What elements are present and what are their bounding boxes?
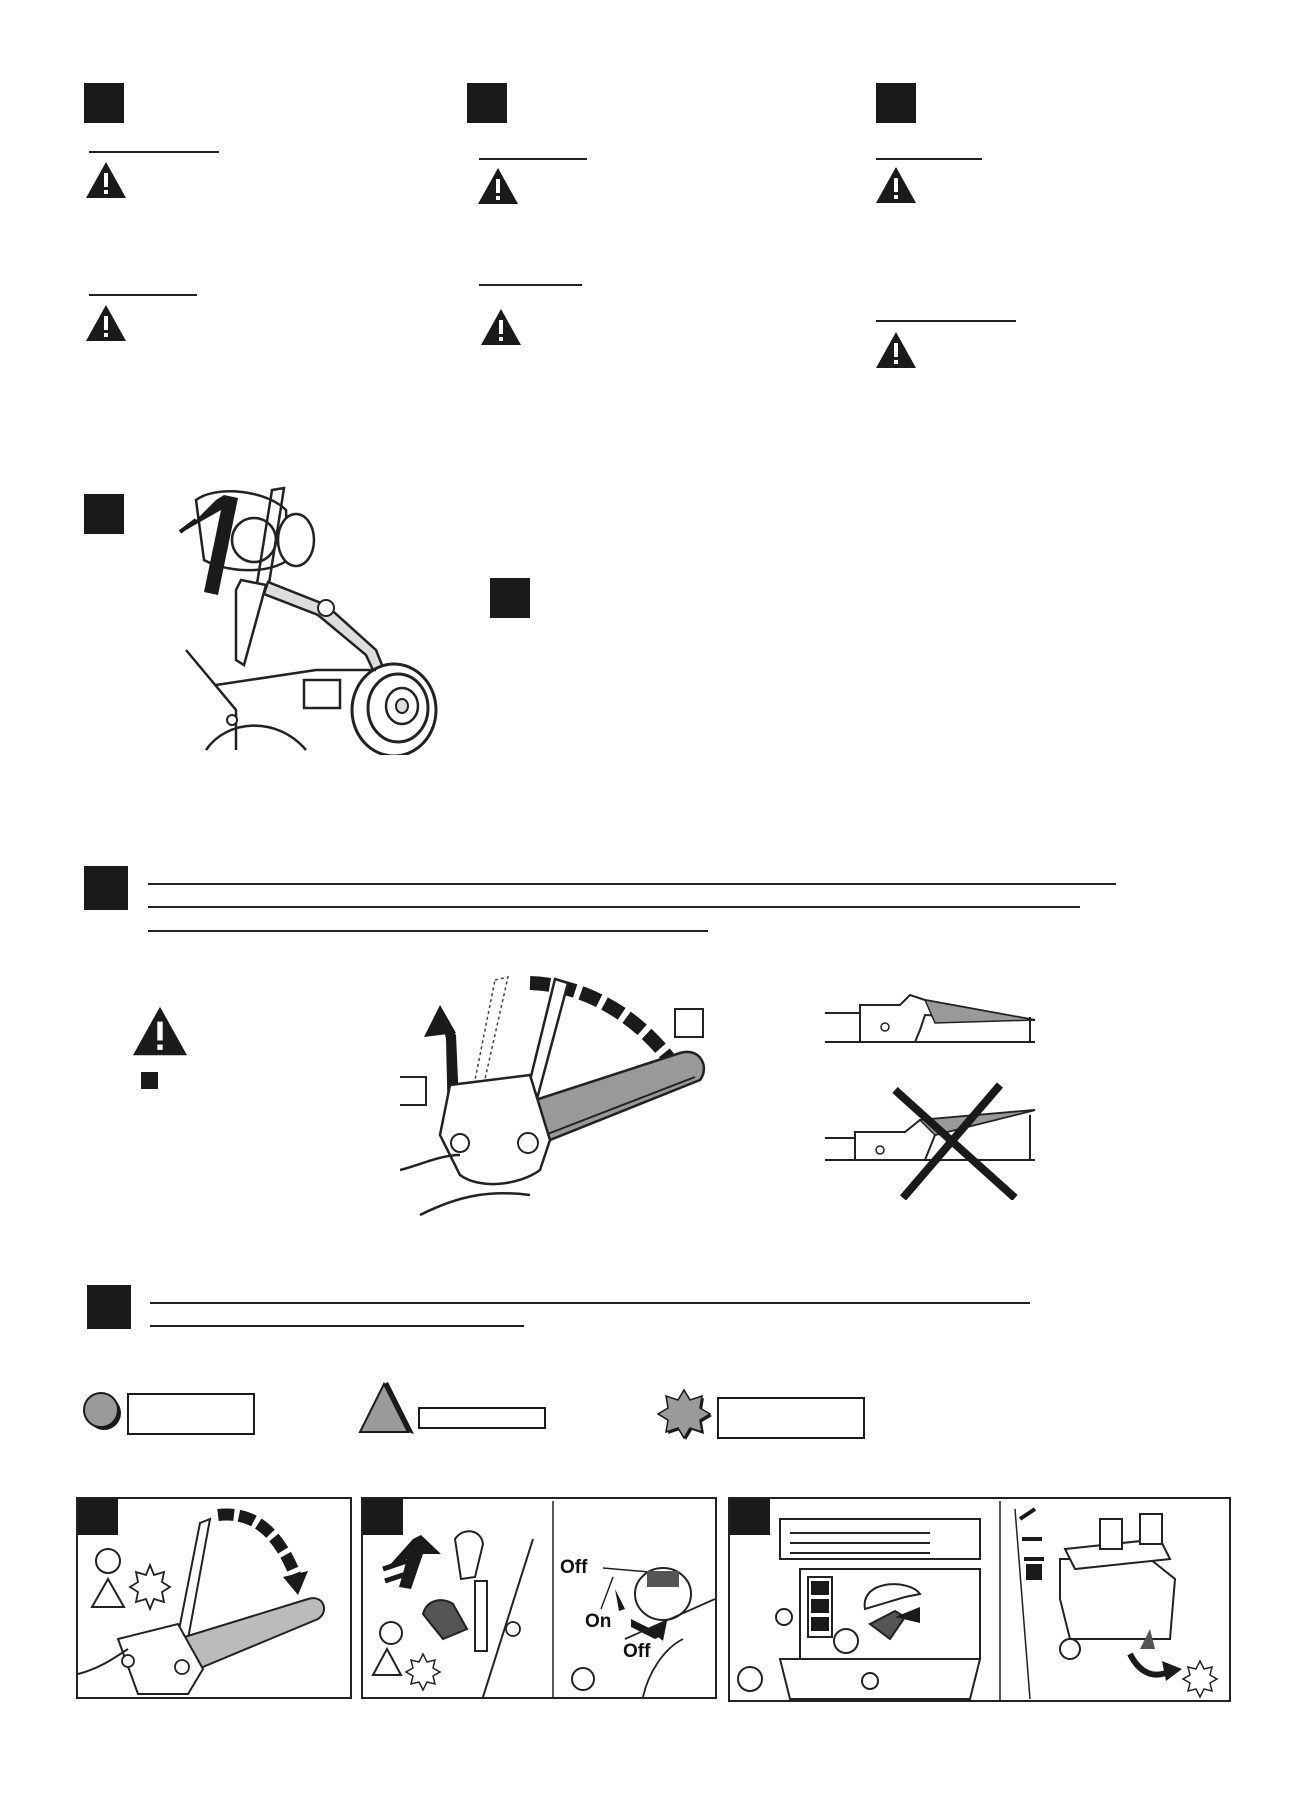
engine-controls-illustration bbox=[730, 1499, 1229, 1700]
text-rule bbox=[148, 883, 1116, 885]
lever-position-incorrect bbox=[825, 1080, 1045, 1200]
warning-icon bbox=[874, 330, 918, 370]
legend-box-3 bbox=[717, 1397, 865, 1439]
text-rule bbox=[150, 1302, 1030, 1304]
step-marker-5 bbox=[490, 578, 530, 618]
small-marker bbox=[141, 1072, 158, 1089]
choke-lever-illustration bbox=[78, 1499, 350, 1697]
text-rule bbox=[150, 1325, 524, 1327]
step-marker-2 bbox=[467, 83, 507, 123]
step-marker-1 bbox=[84, 83, 124, 123]
step-marker-6 bbox=[84, 866, 128, 910]
text-rule bbox=[148, 930, 708, 932]
panel-primer-switch bbox=[361, 1497, 717, 1699]
legend-box-2 bbox=[418, 1407, 546, 1429]
label-off-top: Off bbox=[560, 1557, 588, 1578]
throttle-lever-illustration bbox=[400, 975, 720, 1220]
step-marker-7 bbox=[87, 1285, 131, 1329]
heading-rule bbox=[876, 158, 982, 160]
step-marker-3 bbox=[876, 83, 916, 123]
label-off-bottom: Off bbox=[623, 1641, 651, 1662]
warning-icon bbox=[476, 166, 520, 206]
primer-switch-illustration bbox=[363, 1499, 715, 1697]
panel-engine-controls bbox=[728, 1497, 1231, 1702]
circle-symbol-icon bbox=[82, 1390, 124, 1432]
warning-icon bbox=[874, 165, 918, 205]
heading-rule bbox=[876, 320, 1016, 322]
label-on: On bbox=[585, 1611, 612, 1632]
step-marker-4 bbox=[84, 494, 124, 534]
warning-icon bbox=[130, 1004, 190, 1058]
warning-icon bbox=[84, 160, 128, 200]
handle-assembly-illustration bbox=[176, 480, 476, 755]
text-rule bbox=[148, 906, 1080, 908]
warning-icon bbox=[84, 303, 128, 343]
heading-rule bbox=[89, 151, 219, 153]
starburst-symbol-icon bbox=[656, 1386, 712, 1440]
heading-rule bbox=[89, 294, 197, 296]
heading-rule bbox=[479, 284, 582, 286]
triangle-symbol-icon bbox=[358, 1380, 418, 1436]
legend-box-1 bbox=[127, 1393, 255, 1435]
heading-rule bbox=[479, 158, 587, 160]
warning-icon bbox=[479, 307, 523, 347]
panel-choke-lever bbox=[76, 1497, 352, 1699]
lever-position-correct bbox=[825, 985, 1045, 1045]
